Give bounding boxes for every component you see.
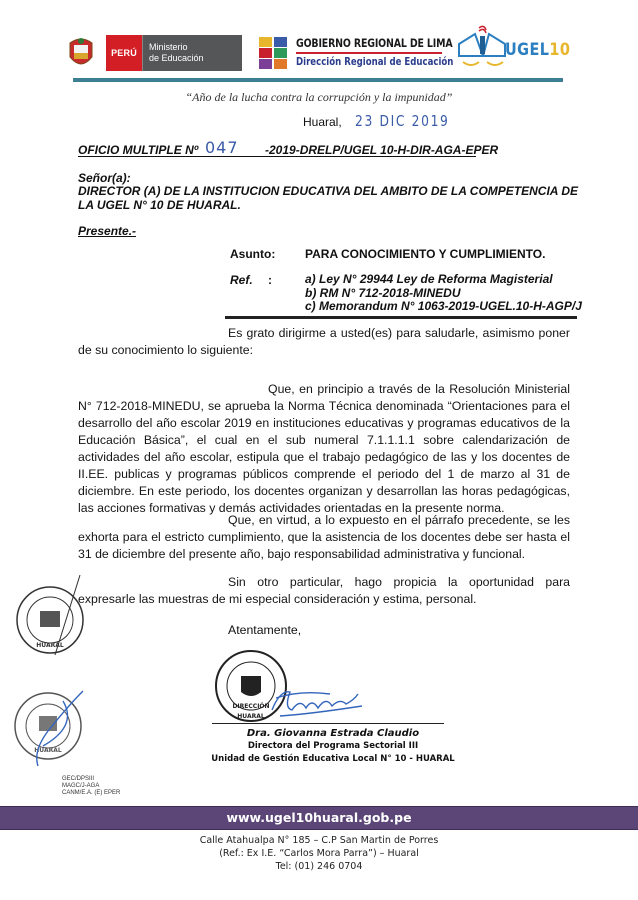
reference-item: c) Memorandum N° 1063-2019-UGEL.10-H-AGP/J [305,299,582,313]
footer-address-line: Calle Atahualpa N° 185 – C.P San Martin de Porres [199,835,439,846]
administration-seal-icon [10,575,100,665]
regional-government-title: GOBIERNO REGIONAL DE LIMA [296,36,453,50]
ministry-line-2: de Educación [149,53,204,63]
subject-label: Asunto: [230,247,276,261]
recipient: DIRECTOR (A) DE LA INSTITUCION EDUCATIVA DEL AMBITO DE LA COMPETENCIA DE LA UGEL N° 10 DE HUARAL. [78,184,579,212]
presente-label: Presente.- [78,224,137,238]
paragraph-text: Sin otro particular, hago propicia la oportunidad para expresarle las muestras de mi especial consideración y estima, personal. [78,575,570,606]
salutation: Señor(a): [78,171,131,185]
initials-line: CANM/E.A. (E) EPER [62,790,121,796]
footer-contact-info [0,834,638,873]
signature-line [212,723,444,724]
oficio-number-handwritten: 047 [205,138,239,157]
body-paragraph [78,512,570,563]
footer-phone: Tel: (01) 246 0704 [275,861,363,872]
ugel-brand-word: UGEL [505,40,550,60]
svg-text:DIRECCIÓN: DIRECCIÓN [232,703,270,710]
ugel-brand-text [505,40,570,60]
typist-initials [62,776,120,797]
date-stamp: 23 DIC 2019 [355,112,450,130]
subject-value: PARA CONOCIMIENTO Y CUMPLIMIENTO. [305,247,546,261]
header-divider [73,78,563,82]
ministry-of-education-logo [142,35,242,71]
svg-text:HUARAL: HUARAL [36,642,64,649]
year-motto: “Año de la lucha contra la corrupción y la impunidad” [185,90,453,104]
regional-title-underline [296,52,442,54]
regional-direction-subtitle: Dirección Regional de Educación [296,55,454,68]
initials-line: GEC/DPSIII [62,776,95,782]
oficio-suffix: -2019-DRELP/UGEL 10-H-DIR-AGA-EPER [265,143,499,157]
reference-item: a) Ley N° 29944 Ley de Reforma Magisterial [305,272,553,286]
footer-address-line: (Ref.: Ex I.E. “Carlos Mora Parra”) – Huaral [219,848,419,859]
reference-colon: : [268,273,272,287]
letter-place: Huaral, [303,115,342,129]
signer-role: Directora del Programa Sectorial III [247,741,419,751]
ugel-seal-icon [8,686,98,776]
paragraph-text: Que, en virtud, a lo expuesto en el párrafo precedente, se les exhorta para el estricto cumplimiento, que la asistencia de los docentes debe ser hasta el 31 de diciembre del presente año, bajo responsabilidad administrativa y funcional. [78,513,570,561]
body-paragraph [78,325,570,359]
peru-coat-of-arms-icon [66,35,96,71]
closing: Atentamente, [228,623,302,637]
reference-label: Ref. [230,273,253,287]
oficio-reference-line [78,138,499,157]
svg-text:HUARAL: HUARAL [34,747,62,754]
signer-unit: Unidad de Gestión Educativa Local N° 10 - HUARAL [211,754,455,764]
body-paragraph [78,574,570,608]
peru-brand-label: PERÚ [106,35,142,71]
oficio-label: OFICIO MULTIPLE Nº [78,143,199,157]
reference-item: b) RM N° 712-2018-MINEDU [305,285,461,300]
ugel-brand-number: 10 [549,40,571,60]
regional-government-logo-icon [258,36,288,70]
initials-line: MAGC/J-AGA [62,783,100,789]
body-paragraph [78,381,570,517]
svg-text:HUARAL: HUARAL [237,713,265,720]
footer-website-link[interactable]: www.ugel10huaral.gob.pe [226,810,412,825]
reference-divider [225,316,577,319]
signer-name: Dra. Giovanna Estrada Claudio [246,728,420,739]
ministry-line-1: Ministerio [149,42,188,52]
paragraph-text: Es grato dirigirme a usted(es) para saludarle, asimismo poner de su conocimiento lo siguiente: [78,326,570,357]
reference-list [305,273,582,314]
handwritten-signature [270,680,370,720]
paragraph-text: Que, en principio a través de la Resolución Ministerial N° 712-2018-MINEDU, se aprueba la Norma Técnica denominada “Orientaciones para el desarrollo del año escolar 2019 en instituciones educativas y programas educativos de la Educación Básica”, el cual en el sub numeral 7.1.1.1.1 sobre calendarización de actividades del año escolar, estipula que el trabajo pedagógico de las y los docentes de II.EE. publicas y programas públicos comprende el periodo del 1 de marzo al 31 de diciembre. En este periodo, los docentes organizan y desarrollan las horas pedagógicas, las acciones formativas y demás actividades orientadas en la presente norma. [78,382,570,515]
